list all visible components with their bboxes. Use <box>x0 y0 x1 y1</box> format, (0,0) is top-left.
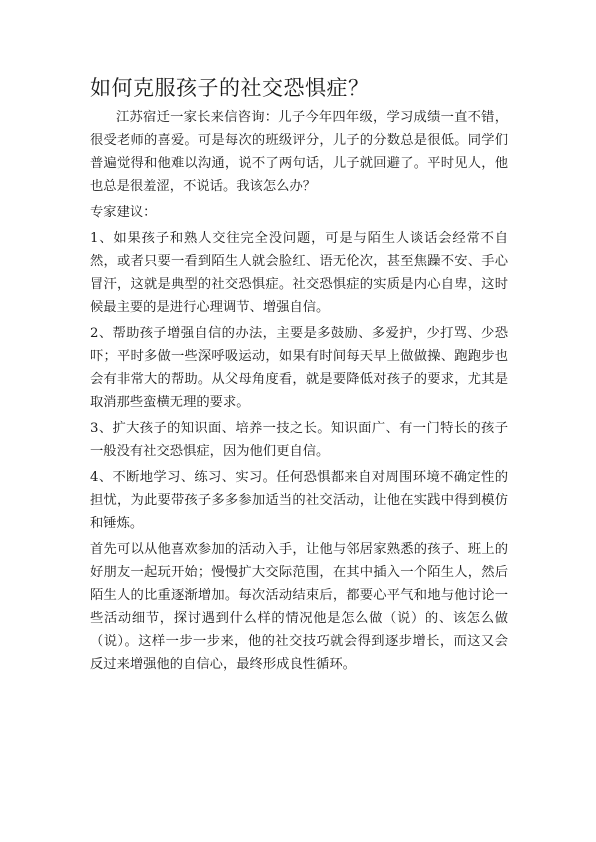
advice-heading: 专家建议： <box>90 205 157 220</box>
advice-point-1: 1、如果孩子和熟人交往完全没问题，可是与陌生人谈话会经常不自然，或者只要一看到陌生人就会脸红、语无伦次，甚至焦躁不安、手心冒汗，这就是典型的社交恐惧症。社交恐惧症的实质是内心自卑，这时候最主要的是进行心理调节、增强自信。 <box>90 231 508 315</box>
advice-point-3: 3、扩大孩子的知识面、培养一技之长。知识面广、有一门特长的孩子一般没有社交恐惧症，因为他们更自信。 <box>90 421 508 459</box>
advice-point-2: 2、帮助孩子增强自信的办法，主要是多鼓励、多爱护，少打骂、少恐吓；平时多做一些深呼吸运动，如果有时间每天早上做做操、跑跑步也会有非常大的帮助。从父母角度看，就是要降低对孩子的要求，尤其是取消那些蛮横无理的要求。 <box>90 326 508 410</box>
closing-paragraph: 首先可以从他喜欢参加的活动入手，让他与邻居家熟悉的孩子、班上的好朋友一起玩开始；慢慢扩大交际范围，在其中插入一个陌生人，然后陌生人的比重逐渐增加。每次活动结束后，都要心平气和地与他讨论一些活动细节，探讨遇到什么样的情况他是怎么做（说）的、该怎么做（说）。这样一步一步来，他的社交技巧就会得到逐步增长，而这又会反过来增强他的自信心，最终形成良性循环。 <box>90 542 508 672</box>
advice-point-4: 4、不断地学习、练习、实习。任何恐惧都来自对周围环境不确定性的担忧，为此要带孩子多多参加适当的社交活动，让他在实践中得到模仿和锤炼。 <box>90 470 508 531</box>
parent-question-paragraph: 江苏宿迁一家长来信咨询：儿子今年四年级，学习成绩一直不错，很受老师的喜爱。可是每次的班级评分，儿子的分数总是很低。同学们普遍觉得和他难以沟通，说不了两句话，儿子就回避了。平时见人，他也总是很羞涩，不说话。我该怎么办？ <box>90 110 508 194</box>
document-page <box>90 72 508 679</box>
document-title: 如何克服孩子的社交恐惧症？ <box>90 76 370 100</box>
